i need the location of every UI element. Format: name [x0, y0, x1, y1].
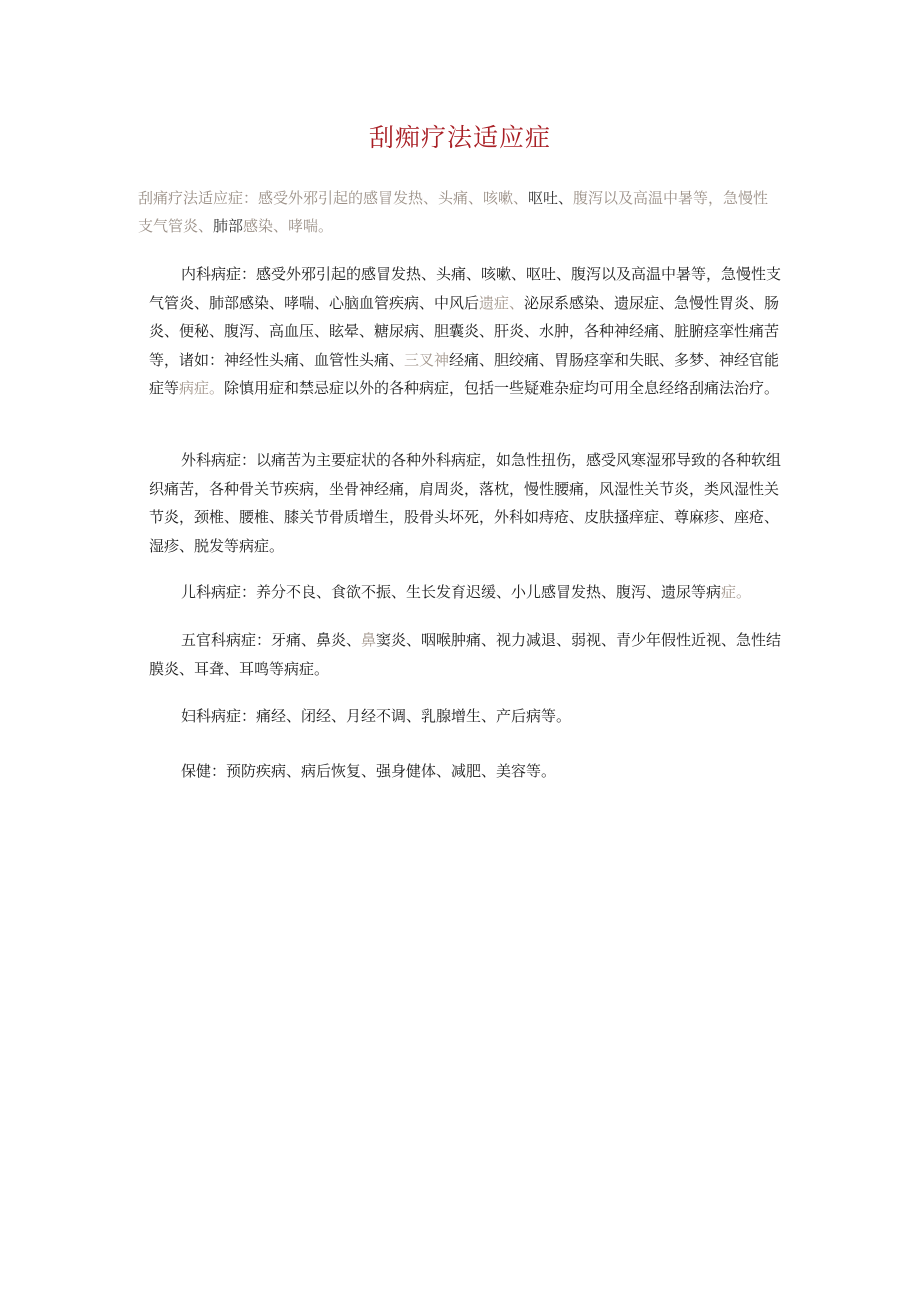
paragraph-text-muted: 遗症、	[479, 293, 525, 312]
intro-paragraph	[138, 184, 774, 240]
paragraph-text: 儿科病症：养分不良、食欲不振、生长发育迟缓、小儿感冒发热、腹泻、遗尿等病	[181, 583, 722, 601]
paragraph-text: 经痛、胆绞痛、胃肠痉挛和失眠、多梦、神经官能症等	[149, 350, 780, 397]
paragraph-text: 内科病症：感受外邪引起的感冒发热、头痛、咳嗽、呕吐、腹泻以及高温中暑等，急慢性支气管炎、肺部感染、哮喘、心脑血管疾病、中风后	[149, 265, 782, 312]
gynecology-paragraph: 妇科病症：痛经、闭经、月经不调、乳腺增生、产后病等。	[181, 707, 572, 725]
intro-text: 腹泻以及高温中暑等，急慢性支气管炎、	[138, 189, 769, 235]
paragraph-text-muted: 三叉神	[404, 350, 450, 369]
pediatrics-paragraph	[149, 578, 784, 607]
intro-text-dark: 肺部	[213, 217, 244, 235]
intro-text-dark: 呕吐、	[528, 189, 574, 207]
page-title: 刮痴疗法适应症	[368, 123, 551, 152]
paragraph-text: 除慎用症和禁忌症以外的各种病症，包括一些疑难杂症均可用全息经络刮痛法治疗。	[224, 379, 780, 397]
surgery-paragraph: 外科病症：以痛苦为主要症状的各种外科病症，如急性扭伤，感受风寒湿邪导致的各种软组织痛苦，各种骨关节疾病，坐骨神经痛，肩周炎，落枕，慢性腰痛，风湿性关节炎，类风湿性关节炎，颈椎、腰椎、膝关节骨质增生，股骨头坏死，外科如痔疮、皮肤搔痒症、尊麻疹、座疮、湿疹、脱发等病症。	[149, 451, 782, 555]
paragraph-text-muted: 症。	[721, 583, 752, 601]
intro-text: 刮痛疗法适应症：感受外邪引起的感冒发热、头痛、咳嗽、	[138, 189, 529, 207]
paragraph-text: 五官科病症：牙痛、鼻炎、	[181, 631, 362, 649]
paragraph-text: 泌尿系感染、遗尿症、急慢性胃炎、肠炎、便秘、腹泻、高血压、眩晕、糖尿病、胆囊炎、肝炎、水肿，各种神经痛、脏腑痉挛性痛苦等，诸如：神经性头痛、血管性头痛、	[149, 293, 780, 369]
internal-medicine-paragraph	[149, 260, 784, 403]
health-care-paragraph: 保健：预防疾病、病后恢复、强身健体、减肥、美容等。	[181, 762, 557, 780]
paragraph-text-muted: 病症。	[179, 379, 225, 397]
paragraph-text-muted: 鼻	[361, 631, 377, 649]
intro-text: 感染、哮喘。	[243, 217, 334, 235]
ent-paragraph	[149, 626, 784, 683]
paragraph-text: 窦炎、咽喉肿痛、视力减退、弱视、青少年假性近视、急性结膜炎、耳聋、耳鸣等病症。	[149, 631, 782, 678]
